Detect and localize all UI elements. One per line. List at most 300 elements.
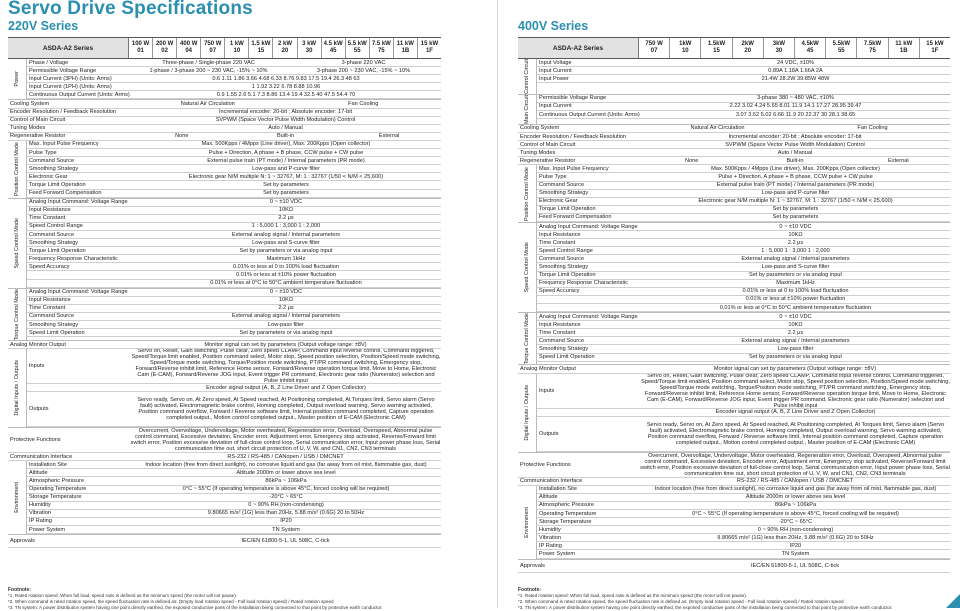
environment-group — [8, 461, 441, 535]
spec-label: Command Source — [29, 157, 75, 164]
model-column — [857, 38, 888, 58]
spec-row — [27, 173, 441, 181]
spec-value: Low-pass and P-curve filter — [252, 165, 320, 172]
digital-io-group-rows — [537, 374, 950, 452]
spec-value: Built-in — [786, 157, 804, 164]
model-power: 2 kW — [278, 41, 293, 47]
spec-value: Natural Air Circulation — [180, 101, 235, 108]
spec-label: Command Source — [539, 337, 585, 344]
spec-row — [537, 190, 950, 198]
spec-label: Speed Control Range — [29, 223, 83, 230]
model-code: 55 — [353, 48, 361, 54]
spec-value: Set by parameters or via analog input — [749, 354, 842, 361]
model-column — [298, 38, 322, 58]
spec-label: Installation Site — [29, 461, 67, 468]
spec-row — [27, 247, 441, 255]
spec-value: Pulse + Direction, A phase + B phase, CCW pulse + CW pulse — [208, 149, 364, 156]
spec-row — [27, 263, 441, 271]
spec-label: Inputs — [29, 363, 45, 370]
encoder-resolution-row — [518, 133, 950, 141]
spec-label: Power System — [29, 526, 66, 533]
spec-value: None — [175, 133, 189, 140]
model-power: 2kW — [741, 41, 754, 47]
spec-value: 0 ~ ±10 VDC — [779, 223, 812, 230]
spec-row — [537, 534, 950, 542]
spec-label: Input Resistance — [539, 321, 581, 328]
spec-label: Input Current — [539, 67, 572, 74]
spec-label: IP Rating — [29, 518, 52, 525]
spec-value: 0.01% or less at ±10% power fluctuation — [745, 296, 846, 303]
spec-row — [27, 392, 441, 427]
model-column — [639, 38, 670, 58]
analog-monitor-row — [518, 365, 950, 373]
spec-value: 9.80665 m/s² (1G) less than 20Hz, 5.88 m/s² (0.6G) 20 to 50Hz — [717, 534, 874, 541]
spec-row — [27, 349, 441, 384]
spec-label: Permissible Voltage Range — [29, 67, 97, 74]
position-control-group-rows — [537, 165, 950, 222]
speed-control-group-label — [8, 199, 27, 288]
spec-label: Analog Input Command: Voltage Range — [539, 223, 638, 230]
spec-table-220v — [8, 37, 441, 548]
speed-control-group — [8, 199, 441, 289]
model-power: 1 kW — [229, 41, 244, 47]
footnote-label: Footnote: — [8, 587, 32, 593]
spec-value: Set by parameters — [263, 190, 309, 197]
spec-value: 1 : 5,000 1 : 3,000 1 : 2,000 — [251, 223, 321, 230]
spec-row — [27, 297, 441, 305]
spec-row — [27, 190, 441, 198]
spec-value: IP20 — [280, 518, 292, 525]
spec-label: Torque Limit Operation — [539, 206, 596, 213]
spec-label: Time Constant — [539, 329, 576, 336]
model-power: 4.5 kW — [323, 41, 343, 47]
spec-value: RS-232 / RS-485 / CANopen / USB / DMCNET — [227, 453, 344, 460]
spec-label: Atmospheric Pressure — [539, 502, 595, 509]
spec-row — [537, 239, 950, 247]
spec-label: Vibration — [29, 510, 51, 517]
model-code: 1F — [931, 48, 939, 54]
spec-row — [537, 173, 950, 181]
main-circuit-control-row — [518, 141, 950, 149]
spec-value: External analog signal / Internal parameters — [741, 337, 850, 344]
spec-value: 0.9 1.55 2.6 5.1 7.3 8.86 13.4 19.4 32.5 40 47.5 54.4 70 — [216, 91, 356, 98]
digital-io-group-text: Digital Inputs / Outputs — [524, 384, 530, 441]
model-power: 750 W — [645, 41, 663, 47]
torque-control-group-text: Torque Control Mode — [524, 313, 530, 365]
spec-label: Analog Monitor Output — [520, 365, 576, 372]
spec-value: Auto / Manual — [268, 125, 303, 132]
position-control-group — [518, 165, 950, 223]
model-code: 07 — [209, 48, 217, 54]
spec-value: RS-232 / RS-485 / CANopen / USB / DMCNET — [736, 478, 854, 485]
approvals-row — [8, 535, 441, 548]
torque-control-group-text: Torque Control Mode — [14, 288, 20, 340]
spec-label: Analog Input Command: Voltage Range — [29, 289, 128, 296]
spec-label: Smoothing Strategy — [539, 264, 589, 271]
spec-label: Tuning Modes — [520, 149, 556, 156]
spec-value: Indoor location (free from direct sunlight), no corrosive liquid and gas (far away from oil mist, flammable gas, dust) — [145, 461, 427, 468]
model-column — [201, 38, 225, 58]
environment-group-text: Environment — [14, 482, 20, 514]
model-column — [225, 38, 249, 58]
spec-row — [27, 494, 441, 502]
spec-value: Low-pass filter — [777, 345, 814, 352]
protective-functions-row — [518, 453, 950, 478]
spec-value: Natural Air Circulation — [690, 125, 745, 132]
spec-row — [27, 223, 441, 231]
spec-value: External pulse train (PT mode) / Internal parameters (PR mode) — [716, 182, 875, 189]
spec-label: Tuning Modes — [10, 125, 46, 132]
analog-monitor-row — [8, 341, 441, 349]
spec-value: 3.07 3.52 5.02 6.66 11.9 20 22.37 30 28.1 38.65 — [735, 111, 856, 118]
spec-value: 21.4W 28.2W 39.85W 48W — [761, 75, 830, 82]
spec-value: External analog signal / Internal parameters — [231, 231, 341, 238]
spec-value: IP20 — [789, 542, 802, 549]
spec-value: External analog signal / Internal parameters — [231, 313, 341, 320]
spec-row — [537, 182, 950, 190]
torque-control-group-rows — [27, 289, 441, 340]
main-circuit-row — [537, 111, 950, 119]
spec-row — [27, 469, 441, 477]
spec-row — [537, 255, 950, 263]
spec-label: Max. Input Pulse Frequency — [29, 141, 99, 148]
spec-row — [27, 141, 441, 149]
spec-value: Monitor signal can set by parameters (Output voltage range: ±8V) — [713, 365, 877, 372]
model-code: 45 — [806, 48, 814, 54]
spec-label: Feed Forward Compensation — [539, 214, 612, 221]
spec-value: 86kPa ~ 106kPa — [774, 502, 817, 509]
spec-row — [537, 296, 950, 304]
spec-row — [537, 206, 950, 214]
spec-row — [537, 526, 950, 534]
spec-row — [27, 215, 441, 223]
model-code: 55 — [837, 48, 845, 54]
series-heading-400v: 400V Series — [518, 19, 589, 33]
footnote-2: *2. When command is rated rotation speed, the speed fluctuation rate is defined as: (Empty load rotation speed - Full load rotation speed) / Rated rotation speed — [518, 599, 844, 604]
spec-label: Encoder Resolution / Feedback Resolution — [520, 133, 627, 140]
spec-label: Input Resistance — [29, 207, 71, 214]
spec-label: Torque Limit Operation — [29, 181, 86, 188]
spec-value: 1 : 5,000 1 : 3,000 1 : 2,000 — [761, 247, 830, 254]
spec-value: 0.89A 1.18A 1.66A 2A — [768, 67, 823, 74]
spec-row — [537, 417, 950, 452]
footnote-3: *3. TN system: A power distribution system having one point directly earthed, the exposed conductive parts of the installation being connected to that point by protective earth conductor. — [8, 605, 383, 610]
model-code: 30 — [305, 48, 313, 54]
torque-control-group — [518, 313, 950, 365]
spec-label: Command Source — [29, 231, 75, 238]
digital-io-group-label — [8, 349, 27, 427]
spec-row — [537, 165, 950, 173]
spec-row — [27, 239, 441, 247]
spec-row — [27, 255, 441, 263]
spec-row — [27, 329, 441, 337]
spec-label: Cooling System — [10, 101, 50, 108]
spec-label: Approvals — [520, 562, 545, 569]
model-power: 750 W — [204, 41, 222, 47]
main-circuit-control-row — [8, 117, 441, 125]
spec-label: Input Current — [539, 103, 572, 110]
spec-row — [27, 518, 441, 526]
spec-label: Smoothing Strategy — [29, 165, 79, 172]
spec-label: Analog Monitor Output — [10, 341, 66, 348]
spec-value: Low-pass and P-curve filter — [761, 190, 830, 197]
spec-label: Communication Interface — [520, 478, 583, 485]
main-circuit-row — [537, 103, 950, 111]
spec-label: Communication Interface — [10, 453, 73, 460]
model-code: 30 — [775, 48, 783, 54]
spec-value: Three-phase / Single-phase 220 VAC — [162, 59, 255, 66]
spec-row — [537, 337, 950, 345]
model-power: 7.5 kW — [371, 41, 391, 47]
spec-row — [27, 165, 441, 173]
position-control-group-rows — [27, 141, 441, 198]
footnote-3: *3. TN system: A power distribution system having one point directly earthed, the exposed conductive parts of the installation being connected to that point by protective earth conductor. — [518, 605, 893, 610]
power-row — [27, 91, 441, 99]
spec-row — [537, 510, 950, 518]
spec-value: Pulse + Direction, A phase + B phase, CCW pulse + CW pulse — [718, 174, 873, 180]
position-control-group-label — [518, 165, 537, 222]
spec-value: 0 ~ ±10 VDC — [269, 289, 303, 296]
main-circuit-group — [518, 95, 950, 125]
spec-label: Installation Site — [539, 486, 577, 493]
spec-row — [27, 510, 441, 518]
spec-label: Smoothing Strategy — [29, 239, 79, 246]
power-group-label: Power — [8, 59, 27, 99]
footnote-1: *1. Rated rotation speed: When full load, speed ratio is defined as the minimum speed (the motor will not pause). — [518, 593, 748, 598]
spec-label: Cooling System — [520, 125, 560, 132]
series-heading-220v: 220V Series — [8, 19, 79, 33]
model-column — [177, 38, 201, 58]
control-circuit-row — [537, 75, 950, 83]
spec-value: External — [378, 133, 400, 140]
spec-label: Protective Functions — [520, 461, 571, 468]
spec-label: Protective Functions — [10, 437, 61, 444]
digital-io-group — [518, 374, 950, 453]
spec-row — [537, 247, 950, 255]
spec-value: 0 ~ 90% RH (non-condensing) — [248, 502, 324, 509]
spec-value: 2.22 3.02 4.24 5.65 8.01 11.9 14.1 17.27 28.95 39.47 — [729, 103, 862, 110]
spec-value: Low-pass filter — [267, 321, 305, 328]
environment-group-rows — [537, 486, 950, 559]
position-control-group-text: Position Control Mode — [14, 142, 20, 197]
model-column — [129, 38, 153, 58]
model-column — [670, 38, 701, 58]
spec-label: Input Power — [539, 75, 569, 82]
spec-label: Altitude — [29, 469, 48, 476]
model-power: 200 W — [155, 41, 174, 47]
spec-value: -20°C ~ 65°C — [778, 518, 813, 525]
spec-value: SVPWM (Space Vector Pulse Width Modulation) Control — [215, 117, 356, 124]
spec-label: Inputs — [539, 387, 555, 394]
footnote-2: *2. When command is rated rotation speed, the speed fluctuation rate is defined as: (Empty load rotation speed - Full load rotation speed) / Rated rotation speed — [8, 599, 334, 604]
spec-value: 3-phase 200 ~ 230 VAC, -15% ~ 10% — [316, 67, 411, 74]
position-control-group-label — [8, 141, 27, 198]
footnote-label: Footnote: — [518, 587, 542, 593]
control-circuit-row — [537, 67, 950, 75]
model-code: 1B — [401, 48, 410, 54]
model-column — [153, 38, 177, 58]
model-columns — [639, 38, 950, 58]
model-column — [889, 38, 920, 58]
spec-value: Servo on, Reset, Gain switching, Pulse clear, Zero speed CLAMP, Command input reverse control, Command triggered, Speed/Torque limit enabled, Position command select, Motor stop, Speed position selection, Position/Speed mode switching, Speed/Torque mode switching, Torque/Position mode switching, PT/PR command switching, Emergency stop, Forward/Reverse inhibit limit, Reference Home sensor, Forward/Reverse operation torque limit, Move to Home, Electronic Cam (E-CAM), Forward/Reverse JOG input, Event trigger PR command, Electronic gear ratio (Numerator) selection and Pulse inhibit input — [131, 349, 441, 385]
spec-label: Smoothing Strategy — [29, 321, 79, 328]
spec-label: Speed Accuracy — [539, 288, 580, 295]
spec-value: 0.01% or less at ±10% power fluctuation — [236, 271, 336, 278]
spec-label: Regenerative Resistor — [10, 133, 66, 140]
spec-row — [27, 271, 441, 279]
torque-control-group-label — [518, 313, 537, 364]
spec-row — [27, 321, 441, 329]
spec-label: Input Voltage — [539, 59, 572, 66]
spec-label: Analog Input Command: Voltage Range — [539, 313, 638, 320]
page-title: Servo Drive Specifications — [8, 0, 253, 19]
spec-row — [27, 149, 441, 157]
table-header — [518, 37, 950, 59]
spec-row — [537, 345, 950, 353]
model-code: 1F — [425, 48, 433, 54]
digital-io-group-label — [518, 374, 537, 452]
regenerative-resistor-row — [8, 133, 441, 141]
spec-row — [537, 374, 950, 409]
spec-value: Encoder signal output (A, B, Z Line Driver and Z Open Collector) — [715, 409, 876, 416]
spec-value: 0.01% or less at 0 to 100% load fluctuation — [232, 263, 340, 270]
model-column — [701, 38, 732, 58]
spec-label: Feed Forward Compensation — [29, 190, 102, 197]
spec-value: 2.2 μs — [278, 215, 294, 222]
spec-value: 0 ~ ±10 VDC — [779, 313, 812, 320]
spec-value: -20°C ~ 65°C — [269, 494, 303, 501]
model-power: 1.5kW — [707, 41, 726, 47]
spec-label: Max. Input Pulse Frequency — [539, 165, 609, 172]
spec-value: 0.6 1.11 1.86 3.66 4.68 6.33 8.76 9.83 17.5 19.4 26.3 48 63 — [212, 75, 360, 82]
spec-row — [537, 409, 950, 417]
model-code: 75 — [377, 48, 385, 54]
spec-label: Command Source — [539, 255, 585, 262]
torque-control-group-label — [8, 289, 27, 340]
spec-row — [537, 321, 950, 329]
spec-value: 2.2 μs — [787, 329, 804, 336]
spec-row — [27, 313, 441, 321]
torque-control-group-rows — [537, 313, 950, 364]
spec-value: IEC/EN 61800-5-1, UL 508C, C-tick — [750, 562, 840, 569]
spec-row — [537, 223, 950, 231]
spec-value: 0.01% or less at 0°C to 50°C ambient temperature fluctuation — [719, 304, 872, 311]
spec-row — [537, 486, 950, 494]
spec-value: Indoor location (free from direct sunlight), no corrosive liquid and gas (far away from oil mist, flammable gas, dust) — [654, 486, 937, 493]
spec-row — [537, 280, 950, 288]
tuning-modes-row — [8, 125, 441, 133]
spec-row — [537, 263, 950, 271]
spec-value: 0°C ~ 55°C (If operating temperature is above 45°C, forced cooling will be required) — [692, 510, 899, 517]
spec-row — [27, 461, 441, 469]
spec-label: Time Constant — [29, 215, 66, 222]
spec-row — [27, 305, 441, 313]
table-header — [8, 37, 441, 59]
model-code: 1B — [899, 48, 908, 54]
spec-value: 0.01% or less at 0°C to 50°C ambient temperature fluctuation — [210, 280, 362, 287]
spec-row — [27, 280, 441, 288]
spec-value: Maximum 1kHz — [776, 280, 815, 287]
spec-row — [537, 542, 950, 550]
spec-row — [27, 157, 441, 165]
spec-value: Low-pass and S-curve filter — [252, 239, 320, 246]
spec-table-400v — [518, 37, 950, 573]
footnote-right — [518, 587, 950, 611]
spec-value: 0 ~ 90% RH (non-condensing) — [757, 526, 834, 533]
power-row — [27, 83, 441, 91]
speed-control-group-text: Speed Control Mode — [524, 242, 530, 293]
spec-row — [27, 502, 441, 510]
spec-value: IEC/EN 61800-5-1, UL 508C, C-tick — [241, 538, 330, 545]
model-power: 3kW — [772, 41, 786, 47]
communication-interface-row — [518, 478, 950, 486]
spec-value: Low-pass and S-curve filter — [761, 264, 830, 271]
model-column — [795, 38, 826, 58]
spec-row — [27, 199, 441, 207]
spec-label: Continuous Output Current (Units: Arms) — [29, 91, 130, 98]
spec-label: Smoothing Strategy — [539, 345, 589, 352]
control-circuit-label: Control Circuit — [518, 59, 537, 94]
spec-row — [27, 289, 441, 297]
model-power: 5.5 kW — [347, 41, 367, 47]
spec-value: Auto / Manual — [777, 149, 813, 156]
footnote-1: *1. Rated rotation speed: When full load, speed ratio is defined as the minimum speed (the motor will not pause). — [8, 593, 238, 598]
model-power: 7.5kW — [863, 41, 882, 47]
spec-value: 3-phase 220 VAC — [341, 59, 386, 66]
regenerative-resistor-row — [518, 157, 950, 165]
spec-value: TN System — [272, 526, 300, 533]
spec-label: Speed Accuracy — [29, 263, 70, 270]
protective-functions-row — [8, 428, 441, 453]
model-code: 45 — [329, 48, 337, 54]
spec-value: 10KΩ — [788, 231, 803, 238]
model-column — [249, 38, 273, 58]
spec-label: Phase / Voltage — [29, 59, 69, 66]
spec-label: Speed Control Range — [539, 247, 593, 254]
model-column — [418, 38, 441, 58]
model-power: 1kW — [679, 41, 692, 47]
spec-value: 3-phase 380 ~ 480 VAC, ±10% — [757, 95, 834, 102]
spec-value: 9.80665 m/s² (1G) less than 20Hz, 5.88 m/s² (0.6G) 20 to 50Hz — [207, 510, 365, 517]
spec-label: Time Constant — [539, 239, 576, 246]
spec-row — [27, 384, 441, 392]
spec-row — [27, 526, 441, 534]
model-column — [273, 38, 297, 58]
spec-value: 1 1.92 3.22 6.78 8.88 10.96 — [251, 83, 321, 90]
spec-label: Analog Input Command: Voltage Range — [29, 199, 128, 206]
spec-label: Humidity — [29, 502, 51, 509]
spec-value: Monitor signal can set by parameters (Output voltage range: ±8V) — [204, 341, 367, 348]
spec-label: Input Current (1PH) (Units: Arms) — [29, 83, 112, 90]
model-code: 10 — [681, 48, 689, 54]
model-code: 75 — [869, 48, 876, 54]
spec-row — [27, 486, 441, 494]
spec-label: Input Resistance — [539, 231, 581, 238]
position-control-group-text: Position Control Mode — [524, 166, 530, 221]
power-row — [27, 59, 441, 67]
model-column — [733, 38, 764, 58]
spec-value: Built-in — [276, 133, 295, 140]
model-code: 15 — [713, 48, 720, 54]
speed-control-group-text: Speed Control Mode — [14, 217, 20, 269]
spec-value: 0°C ~ 55°C (If operating temperature is above 45°C, forced cooling will be required) — [182, 486, 390, 493]
spec-value: 2.2 μs — [787, 239, 804, 246]
model-code: 20 — [281, 48, 289, 54]
position-control-group — [8, 141, 441, 199]
spec-value: Set by parameters — [772, 206, 819, 213]
spec-value: Encoder signal output (A, B, Z Line Driver and Z Open Collector) — [206, 384, 366, 391]
page-divider — [497, 0, 498, 608]
